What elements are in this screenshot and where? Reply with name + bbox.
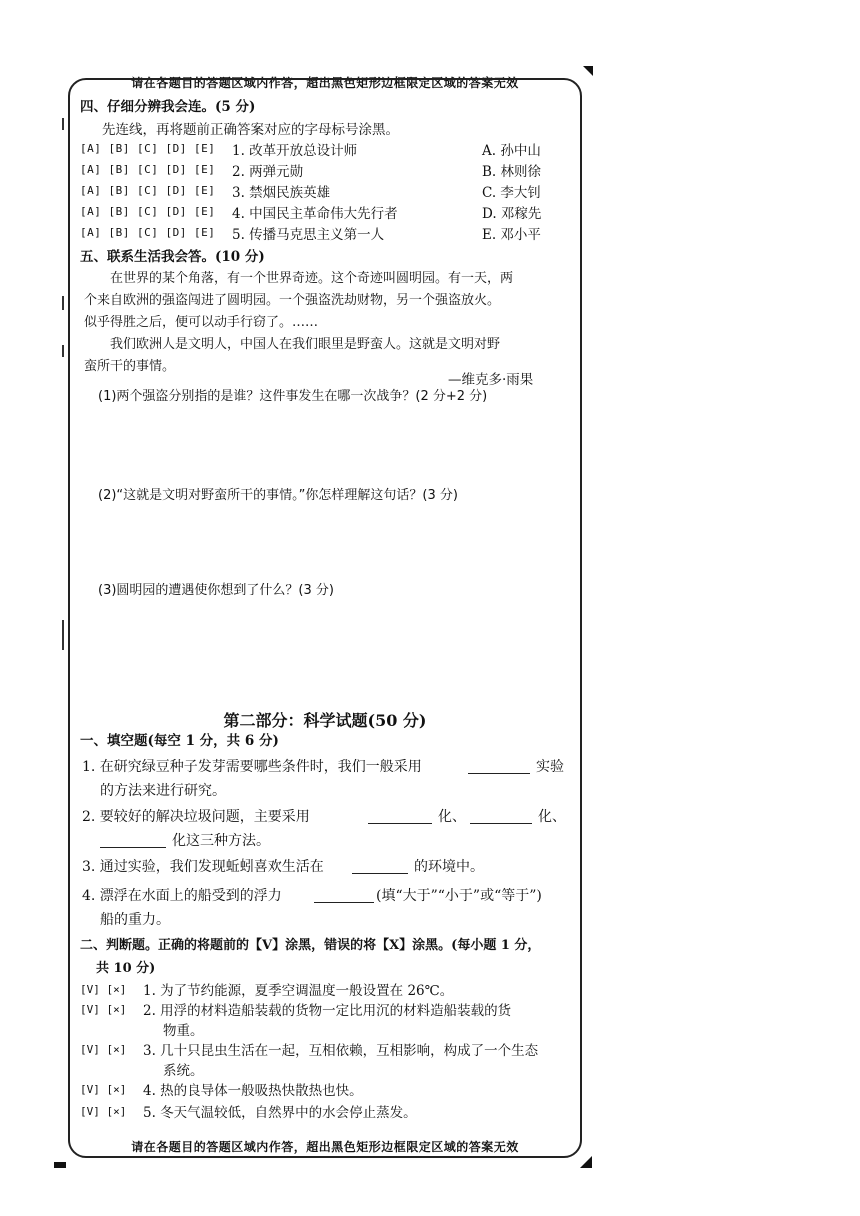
judge-item-2-cont: 物重。 xyxy=(163,1023,204,1039)
match-item-3: 3. 禁烟民族英雄 xyxy=(232,185,331,201)
fill-q4-text-c: 船的重力。 xyxy=(100,912,170,928)
fill-q4-text-b: (填“大于”“小于”或“等于”) xyxy=(376,888,542,904)
science-section-title: 第二部分：科学试题(50 分) xyxy=(223,711,427,730)
judge-boxes-2[interactable]: [V] [×] xyxy=(80,1003,127,1016)
bottom-notice: 请在各题目的答题区域内作答，超出黑色矩形边框限定区域的答案无效 xyxy=(131,1140,519,1154)
top-notice: 请在各题目的答题区域内作答，超出黑色矩形边框限定区域的答案无效 xyxy=(131,76,519,90)
match-answer-b: B. 林则徐 xyxy=(482,164,542,180)
match-item-1: 1. 改革开放总设计师 xyxy=(232,143,358,159)
option-boxes-1[interactable]: [A] [B] [C] [D] [E] xyxy=(80,142,216,155)
fill-q1-text-c: 的方法来进行研究。 xyxy=(100,783,226,799)
passage-line: 似乎得胜之后，便可以动手行窃了。…… xyxy=(84,315,319,330)
judge-item-2: 2. 用浮的材料造船装载的货物一定比用沉的材料造船装载的货 xyxy=(143,1003,512,1019)
fill-q3-text-b: 的环境中。 xyxy=(414,859,484,875)
answer-area-q3[interactable] xyxy=(84,602,564,702)
fill-q2-text: 2. 要较好的解决垃圾问题，主要采用 xyxy=(82,809,310,825)
scan-mark xyxy=(62,296,64,310)
judge-heading: 二、判断题。正确的将题前的【V】涂黑，错误的将【X】涂黑。(每小题 1 分， xyxy=(80,938,541,953)
passage-author: —维克多·雨果 xyxy=(448,372,534,388)
scan-mark xyxy=(62,345,64,357)
judge-item-4: 4. 热的良导体一般吸热快散热也快。 xyxy=(143,1083,363,1099)
judge-item-5: 5. 冬天气温较低，自然界中的水会停止蒸发。 xyxy=(143,1105,417,1121)
passage-line: 蛮所干的事情。 xyxy=(84,359,176,374)
fill-q1-text-b: 实验 xyxy=(536,759,564,775)
fill-q1-blank[interactable] xyxy=(468,759,530,774)
judge-boxes-5[interactable]: [V] [×] xyxy=(80,1105,127,1118)
part4-heading: 四、仔细分辨我会连。(5 分) xyxy=(80,99,256,115)
match-item-5: 5. 传播马克思主义第一人 xyxy=(232,227,385,243)
fill-q3-blank[interactable] xyxy=(352,859,408,874)
judge-item-1: 1. 为了节约能源，夏季空调温度一般设置在 26℃。 xyxy=(143,983,454,999)
scan-mark xyxy=(62,118,64,130)
part4-instruction: 先连线，再将题前正确答案对应的字母标号涂黑。 xyxy=(102,122,399,138)
judge-item-3: 3. 几十只昆虫生活在一起，互相依赖，互相影响，构成了一个生态 xyxy=(143,1043,539,1059)
match-answer-d: D. 邓稼先 xyxy=(482,206,542,222)
passage-line: 我们欧洲人是文明人，中国人在我们眼里是野蛮人。这就是文明对野 xyxy=(110,337,501,352)
fill-q4-blank[interactable] xyxy=(314,888,374,903)
fill-q4-text: 4. 漂浮在水面上的船受到的浮力 xyxy=(82,888,282,904)
answer-area-q2[interactable] xyxy=(84,506,564,576)
option-boxes-5[interactable]: [A] [B] [C] [D] [E] xyxy=(80,226,216,239)
question-2: (2)“这就是文明对野蛮所干的事情。”你怎样理解这句话？(3 分) xyxy=(98,488,458,503)
fill-q1-text: 1. 在研究绿豆种子发芽需要哪些条件时，我们一般采用 xyxy=(82,759,422,775)
judge-boxes-3[interactable]: [V] [×] xyxy=(80,1043,127,1056)
passage-line: 个来自欧洲的强盗闯进了圆明园。一个强盗洗劫财物，另一个强盗放火。 xyxy=(84,293,501,308)
fill-heading: 一、填空题(每空 1 分，共 6 分) xyxy=(80,733,279,749)
answer-area-q1[interactable] xyxy=(84,408,564,478)
fill-q2-text-c: 化、 xyxy=(538,809,566,825)
corner-mark-bottom-right xyxy=(580,1156,592,1168)
fill-q2-blank-2[interactable] xyxy=(470,809,532,824)
corner-mark-top-right xyxy=(583,66,593,76)
question-1: (1)两个强盗分别指的是谁？这件事发生在哪一次战争？(2 分+2 分) xyxy=(98,389,488,404)
judge-boxes-1[interactable]: [V] [×] xyxy=(80,983,127,996)
fill-q2-blank-1[interactable] xyxy=(368,809,432,824)
fill-q2-text-b: 化、 xyxy=(438,809,466,825)
scan-mark xyxy=(62,620,64,650)
option-boxes-2[interactable]: [A] [B] [C] [D] [E] xyxy=(80,163,216,176)
judge-heading-cont: 共 10 分) xyxy=(96,961,156,976)
fill-q3-text: 3. 通过实验，我们发现蚯蚓喜欢生活在 xyxy=(82,859,324,875)
match-answer-e: E. 邓小平 xyxy=(482,227,541,243)
option-boxes-3[interactable]: [A] [B] [C] [D] [E] xyxy=(80,184,216,197)
match-item-4: 4. 中国民主革命伟大先行者 xyxy=(232,206,398,222)
option-boxes-4[interactable]: [A] [B] [C] [D] [E] xyxy=(80,205,216,218)
fill-q2-text-d: 化这三种方法。 xyxy=(172,833,270,849)
judge-item-3-cont: 系统。 xyxy=(163,1063,204,1079)
judge-boxes-4[interactable]: [V] [×] xyxy=(80,1083,127,1096)
match-answer-a: A. 孙中山 xyxy=(482,143,541,159)
passage-line: 在世界的某个角落，有一个世界奇迹。这个奇迹叫圆明园。有一天，两 xyxy=(110,271,514,286)
match-answer-c: C. 李大钊 xyxy=(482,185,541,201)
question-3: (3)圆明园的遭遇使你想到了什么？(3 分) xyxy=(98,583,334,598)
match-item-2: 2. 两弹元勋 xyxy=(232,164,304,180)
corner-mark-bottom-left xyxy=(54,1162,66,1168)
fill-q2-blank-3[interactable] xyxy=(100,833,166,848)
part5-heading: 五、联系生活我会答。(10 分) xyxy=(80,249,265,265)
